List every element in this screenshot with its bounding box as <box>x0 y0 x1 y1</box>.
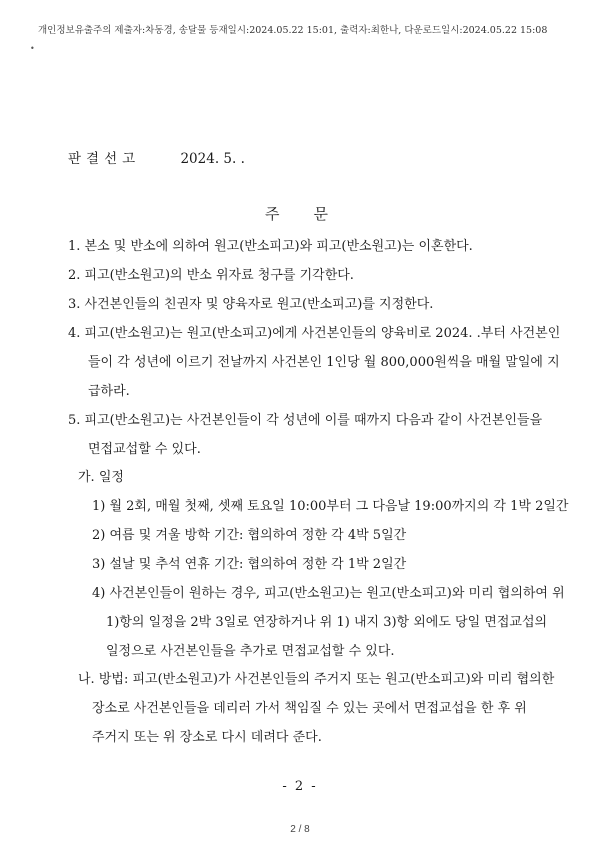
schedule-item-1: 1) 월 2회, 매월 첫째, 셋째 토요일 10:00부터 그 다음날 19:00까지의 각 1박 2일간 <box>92 499 569 514</box>
order-title-char-2: 문 <box>313 205 328 223</box>
order-item-1: 1. 본소 및 반소에 의하여 원고(반소피고)와 피고(반소원고)는 이혼한다. <box>68 239 473 254</box>
verdict-date: 2024. 5. . <box>180 151 245 167</box>
order-item-3: 3. 사건본인들의 친권자 및 양육자로 원고(반소피고)를 지정한다. <box>68 297 434 312</box>
schedule-item-4-line-1: 4) 사건본인들이 원하는 경우, 피고(반소원고)는 원고(반소피고)와 미리 협의하여 위 <box>92 586 565 601</box>
order-item-5-line-2: 면접교섭할 수 있다. <box>88 442 201 457</box>
verdict-label: 판결선고 <box>68 151 141 167</box>
method-line-1: 나. 방법: 피고(반소원고)가 사건본인들의 주거지 또는 원고(반소피고)와 미리 협의한 <box>78 672 555 687</box>
schedule-item-2: 2) 여름 및 겨울 방학 기간: 협의하여 정한 각 4박 5일간 <box>92 528 407 543</box>
page-number: - 2 - <box>282 779 318 794</box>
order-title-char-1: 주 <box>265 205 280 223</box>
method-line-3: 주거지 또는 위 장소로 다시 데려다 준다. <box>92 730 322 745</box>
order-title <box>265 203 328 224</box>
order-item-2: 2. 피고(반소원고)의 반소 위자료 청구를 기각한다. <box>68 268 354 283</box>
scan-mark: • <box>30 44 35 53</box>
verdict-date-line <box>68 147 245 167</box>
schedule-item-4-line-3: 일정으로 사건본인들을 추가로 면접교섭할 수 있다. <box>106 644 395 659</box>
schedule-item-3: 3) 설날 및 추석 연휴 기간: 협의하여 정한 각 1박 2일간 <box>92 557 407 572</box>
method-line-2: 장소로 사건본인들을 데리러 가서 책임질 수 있는 곳에서 면접교섭을 한 후 위 <box>92 701 527 716</box>
order-item-4-line-3: 급하라. <box>88 384 130 399</box>
schedule-heading: 가. 일정 <box>78 470 124 485</box>
order-item-4-line-1: 4. 피고(반소원고)는 원고(반소피고)에게 사건본인들의 양육비로 2024. .부터 사건본인 <box>68 326 561 341</box>
order-item-5-line-1: 5. 피고(반소원고)는 사건본인들이 각 성년에 이를 때까지 다음과 같이 사건본인들을 <box>68 413 543 428</box>
download-watermark: 개인정보유출주의 제출자:차동경, 송달물 등재일시:2024.05.22 15:01, 출력자:최한나, 다운로드일시:2024.05.22 15:08 <box>38 25 548 36</box>
order-item-4-line-2: 들이 각 성년에 이르기 전날까지 사건본인 1인당 월 800,000원씩을 매월 말일에 지 <box>88 355 560 370</box>
schedule-item-4-line-2: 1)항의 일정을 2박 3일로 연장하거나 위 1) 내지 3)항 외에도 당일 면접교섭의 <box>106 615 548 630</box>
page-count-indicator: 2 / 8 <box>290 824 310 835</box>
